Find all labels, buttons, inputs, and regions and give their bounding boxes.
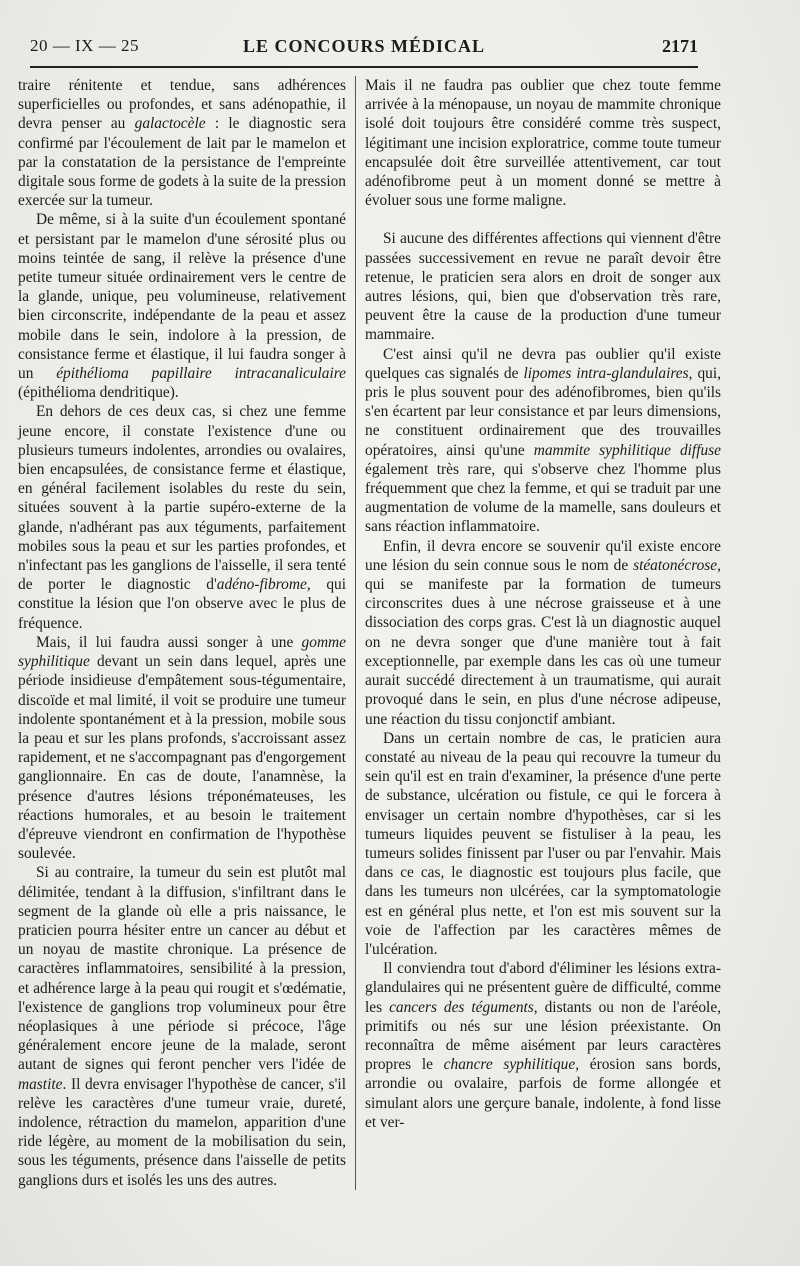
page-number: 2171 (662, 36, 698, 56)
paragraph (18, 863, 346, 1189)
emphasis-term: lipomes intra-glandulaires (523, 364, 689, 382)
text-run: Mais, il lui faudra aussi songer à une (36, 633, 302, 651)
issue-date: 20 — IX — 25 (30, 36, 139, 55)
text-run: , érosion sans bords, arrondie ou ovalaire, parfois de forme allongée et simulant alors une gerçure banale, indolente, à fond lisse et ver- (365, 1056, 721, 1131)
paragraph (365, 959, 721, 1132)
paragraph (18, 402, 346, 632)
paragraph (365, 76, 721, 210)
text-run: : le diagnostic sera confirmé par l'écoulement de lait par le mamelon et par la constatation de la persistance de l'empreinte digitale sous forme de godets à la suite de la pression exercée sur la tumeur. (18, 115, 347, 210)
text-run: , qui se manifeste par la formation de tumeurs circonscrites dues à une nécrose graisseuse et à une dissociation des corps gras. C'est là un diagnostic auquel on ne devra songer que d'une manière tout à fait exceptionnelle, par exemple dans les cas où une tumeur aurait succédé directement à un traumatisme, qui aurait provoqué dans le sein, en plus d'une nécrose adipeuse, une réaction du tissu conjonctif ambiant. (365, 556, 721, 728)
text-run: traire rénitente et tendue, sans adhérences superficielles ou profondes, et sans adénopathie, il devra penser au (18, 77, 346, 133)
emphasis-term: stéatonécrose (633, 556, 718, 574)
text-run: Il conviendra tout d'abord d'éliminer les lésions extra-glandulaires qui ne présentent guère de difficulté, comme les (365, 960, 721, 1016)
paragraph (365, 345, 721, 537)
text-run: , distants ou non de l'aréole, primitifs ou nés sur une lésion préexistante. On reconnaîtra de même aisément par leurs caractères propres le (365, 998, 721, 1074)
emphasis-term: chancre syphilitique (443, 1056, 576, 1074)
paragraph (18, 633, 346, 863)
text-run: Si au contraire, la tumeur du sein est plutôt mal délimitée, tendant à la diffusion, s'infiltrant dans le segment de la glande où elle a pris naissance, le praticien pourra hésiter entre un cancer au début et un noyau de mastite chronique. La présence de caractères inflammatoires, sensibilité à la pression, et adhérence large à la peau qui rougit et s'œdématie, l'existence de ganglions trop volumineux pour être néoplasiques à une période si précoce, l'âge généralement encore jeune de la malade, seront autant de signes qui feront pencher vers l'idée de (18, 864, 346, 1074)
text-run: C'est ainsi qu'il ne devra pas oublier qu'il existe quelques cas signalés de (365, 345, 721, 382)
text-run: Dans un certain nombre de cas, le praticien aura constaté au niveau de la peau qui recouvre la tumeur du sein qu'il est en train d'examiner, la présence d'une perte de substance, ulcération ou fistule, ce qui le forcera à envisager un certain nombre d'hypothèses, car si les tumeurs liquides peuvent se fistuliser à la peau, les tumeurs solides finissent par l'user ou par l'envahir. Mais dans ce cas, le diagnostic est toujours plus facile, que dans les tumeurs non ulcérées, car la symptomatologie est en général plus nette, et l'on est mis souvent sur la voie de l'affection par les caractères mêmes de l'ulcération. (365, 729, 721, 958)
emphasis-term: cancers des téguments (389, 998, 534, 1016)
paragraph (365, 229, 721, 344)
emphasis-term: épithélioma papillaire intracanaliculaire (56, 365, 346, 383)
emphasis-term: mastite (18, 1075, 63, 1093)
paragraph (365, 729, 721, 959)
emphasis-term: galactocèle (134, 115, 206, 133)
text-run: En dehors de ces deux cas, si chez une femme jeune encore, il constate l'existence d'une ou plusieurs tumeurs indolentes, arrondies ou ovalaires, bien encapsulées, de consistance ferme et élastique, en général facilement isolables du reste du sein, situées souvent à la partie supéro-externe de la glande, n'adhérant pas aux téguments, parfaitement mobiles sous la peau et sur les parties profondes, et n'infectant pas les ganglions de l'aisselle, il sera tenté de porter le diagnostic d' (18, 403, 346, 594)
right-column (365, 76, 721, 1132)
left-column (18, 76, 346, 1190)
header-rule (30, 66, 698, 68)
emphasis-term: adéno-fibrome (216, 576, 307, 594)
text-run: également très rare, qui s'observe chez l'homme plus fréquemment que chez la femme, et qui se traduit par une augmentation de volume de la mamelle, sans douleurs et sans réaction inflammatoire. (365, 460, 721, 536)
emphasis-term: mammite syphilitique diffuse (533, 441, 721, 459)
column-divider (355, 76, 356, 1190)
text-run: Enfin, il devra encore se souvenir qu'il existe encore une lésion du sein connue sous le nom de (365, 537, 721, 574)
journal-title: LE CONCOURS MÉDICAL (242, 36, 486, 56)
text-run: Si aucune des différentes affections qui viennent d'être passées successivement en revue ne paraît devoir être retenue, le praticien sera alors en droit de songer aux autres lésions, qui, bien que d'observation très rare, peuvent être la cause de la production d'une tumeur mammaire. (365, 230, 721, 344)
paragraph (18, 76, 346, 210)
text-run: (épithélioma dendritique). (18, 384, 179, 402)
page-header (30, 36, 698, 66)
text-run: , qui constitue la lésion que l'on observe avec le plus de fréquence. (18, 576, 346, 632)
paragraph (365, 537, 721, 729)
paragraph (18, 210, 346, 402)
text-run: devant un sein dans lequel, après une période insidieuse d'empâtement sous-tégumentaire, discoïde et mal limité, il voit se produire une tumeur indolente spontanément et à la pression, mobile sous la peau et sur les plans profonds, s'accroissant assez rapidement, et ne s'accompagnant pas d'engorgement ganglionnaire. En cas de doute, l'anamnèse, la présence d'autres lésions tréponémateuses, les réactions humorales, et au besoin le traitement d'épreuve viendront en confirmation de l'hypothèse soulevée. (18, 653, 346, 863)
text-run: Mais il ne faudra pas oublier que chez toute femme arrivée à la ménopause, un noyau de mammite chronique isolé doit toujours être considéré comme très suspect, légitimant une incision exploratrice, comme toute tumeur encapsulée doit être surveillée attentivement, car tout adénofibrome peut à un moment donné se mettre à évoluer sous une forme maligne. (365, 77, 721, 210)
text-run: . Il devra envisager l'hypothèse de cancer, s'il relève les caractères d'une tumeur vraie, dureté, indolence, rétraction du mamelon, apparition d'une ride légère, au moment de la mobilisation du sein, sous les téguments, présence dans l'aisselle de petits ganglions durs et isolés les uns des autres. (18, 1075, 346, 1189)
emphasis-term: gomme syphilitique (18, 633, 346, 671)
text-run: , qui, pris le plus souvent pour des adénofibromes, bien qu'ils s'en écartent par leur consistance et par leurs dimensions, ne constituent ordinairement que des trouvailles opératoires, ainsi qu'une (365, 364, 721, 459)
text-run: De même, si à la suite d'un écoulement spontané et persistant par le mamelon d'une sérosité plus ou moins teintée de sang, il relève la présence d'une petite tumeur située ordinairement vers le centre de la glande, unique, peu volumineuse, relativement bien circonscrite, indépendante de la peau et assez mobile dans le sein, indolore à la pression, de consistance ferme et élastique, il lui faudra songer à un (18, 211, 346, 383)
